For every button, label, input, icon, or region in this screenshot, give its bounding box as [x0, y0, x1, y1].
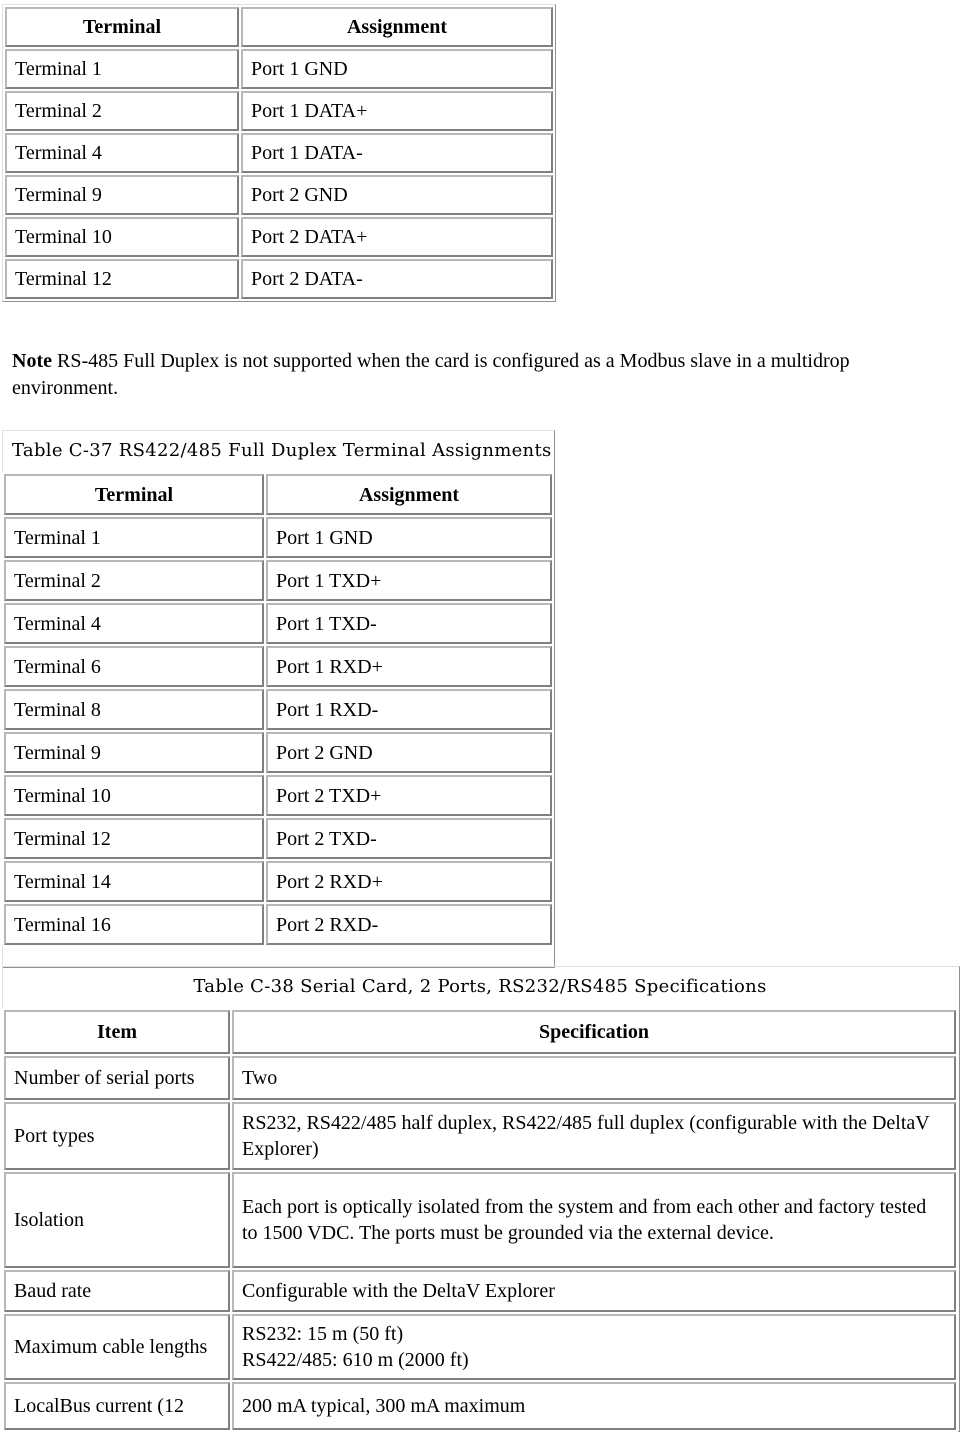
table-cell-key: LocalBus current (12 [4, 1382, 230, 1430]
column-header-terminal: Terminal [5, 7, 239, 47]
note-text: RS-485 Full Duplex is not supported when the card is configured as a Modbus slave in a multidrop environment. [12, 350, 850, 399]
terminal-assignment-table [2, 4, 556, 302]
table-row [4, 904, 552, 945]
table-cell-key: Baud rate [4, 1270, 230, 1312]
table-cell-key: Maximum cable lengths [4, 1314, 230, 1380]
table-cell-value: Port 1 TXD+ [266, 560, 552, 601]
table-cell-value: Port 1 RXD+ [266, 646, 552, 687]
table-cell-key: Port types [4, 1102, 230, 1170]
column-header-item: Item [4, 1010, 230, 1054]
table-row [4, 1270, 956, 1312]
table-cell-value: Port 2 RXD- [266, 904, 552, 945]
table-cell-key: Terminal 14 [4, 861, 264, 902]
table-row [5, 133, 553, 173]
table-cell-key: Terminal 6 [4, 646, 264, 687]
table-header-row [4, 1010, 956, 1054]
table-cell-key: Terminal 1 [4, 517, 264, 558]
table-row [4, 861, 552, 902]
table-c38-caption: Table C-38 Serial Card, 2 Ports, RS232/RS485 Specifications [193, 976, 767, 997]
full-duplex-terminal-table [2, 472, 554, 947]
table-cell-value: Configurable with the DeltaV Explorer [232, 1270, 956, 1312]
table-row [4, 603, 552, 644]
note-label: Note [12, 350, 52, 372]
table-cell-value: Port 2 TXD- [266, 818, 552, 859]
table-row [5, 259, 553, 299]
column-header-assignment: Assignment [241, 7, 553, 47]
table-cell-key: Terminal 9 [5, 175, 239, 215]
table-cell-key: Terminal 16 [4, 904, 264, 945]
table-header-row [5, 7, 553, 47]
table-cell-value: 200 mA typical, 300 mA maximum [232, 1382, 956, 1430]
table-row [5, 91, 553, 131]
table-cell-value: RS232: 15 m (50 ft) RS422/485: 610 m (2000 ft) [232, 1314, 956, 1380]
table-row [4, 732, 552, 773]
table-cell-value: Two [232, 1056, 956, 1100]
table-cell-key: Terminal 4 [5, 133, 239, 173]
table-row [5, 217, 553, 257]
table-cell-value: Port 1 GND [266, 517, 552, 558]
table-cell-key: Isolation [4, 1172, 230, 1268]
table-row [4, 560, 552, 601]
column-header-specification: Specification [232, 1010, 956, 1054]
table-cell-key: Terminal 4 [4, 603, 264, 644]
table-cell-value: Port 2 RXD+ [266, 861, 552, 902]
specifications-table [2, 1008, 958, 1432]
table-cell-value: Port 1 RXD- [266, 689, 552, 730]
table-cell-key: Terminal 9 [4, 732, 264, 773]
table-header-row [4, 474, 552, 515]
note-paragraph [12, 348, 912, 402]
table-row [4, 517, 552, 558]
table-cell-value: Port 1 GND [241, 49, 553, 89]
table-row [4, 1102, 956, 1170]
table-row [4, 1056, 956, 1100]
table-row [4, 775, 552, 816]
table-cell-key: Number of serial ports [4, 1056, 230, 1100]
table-row [5, 49, 553, 89]
table-cell-key: Terminal 2 [5, 91, 239, 131]
table-cell-value: Port 2 DATA+ [241, 217, 553, 257]
table-cell-key: Terminal 2 [4, 560, 264, 601]
table-cell-key: Terminal 10 [4, 775, 264, 816]
table-cell-key: Terminal 1 [5, 49, 239, 89]
table-cell-value: Port 1 DATA+ [241, 91, 553, 131]
table-cell-key: Terminal 8 [4, 689, 264, 730]
table-row [5, 175, 553, 215]
table-cell-value: Each port is optically isolated from the system and from each other and factory tested to 1500 VDC. The ports must be grounded via the external device. [232, 1172, 956, 1268]
column-header-terminal: Terminal [4, 474, 264, 515]
table-cell-value: Port 2 TXD+ [266, 775, 552, 816]
column-header-assignment: Assignment [266, 474, 552, 515]
table-row [4, 1172, 956, 1268]
table-cell-value: RS232, RS422/485 half duplex, RS422/485 full duplex (configurable with the DeltaV Explorer) [232, 1102, 956, 1170]
table-cell-key: Terminal 12 [4, 818, 264, 859]
table-c37-caption: Table C-37 RS422/485 Full Duplex Terminal Assignments [12, 440, 552, 461]
table-cell-value: Port 1 TXD- [266, 603, 552, 644]
table-row [4, 646, 552, 687]
table-cell-value: Port 2 DATA- [241, 259, 553, 299]
table-row [4, 1382, 956, 1430]
table-cell-key: Terminal 12 [5, 259, 239, 299]
table-cell-value: Port 1 DATA- [241, 133, 553, 173]
table-cell-key: Terminal 10 [5, 217, 239, 257]
table-row [4, 818, 552, 859]
table-cell-value: Port 2 GND [241, 175, 553, 215]
table-row [4, 1314, 956, 1380]
table-cell-value: Port 2 GND [266, 732, 552, 773]
table-row [4, 689, 552, 730]
